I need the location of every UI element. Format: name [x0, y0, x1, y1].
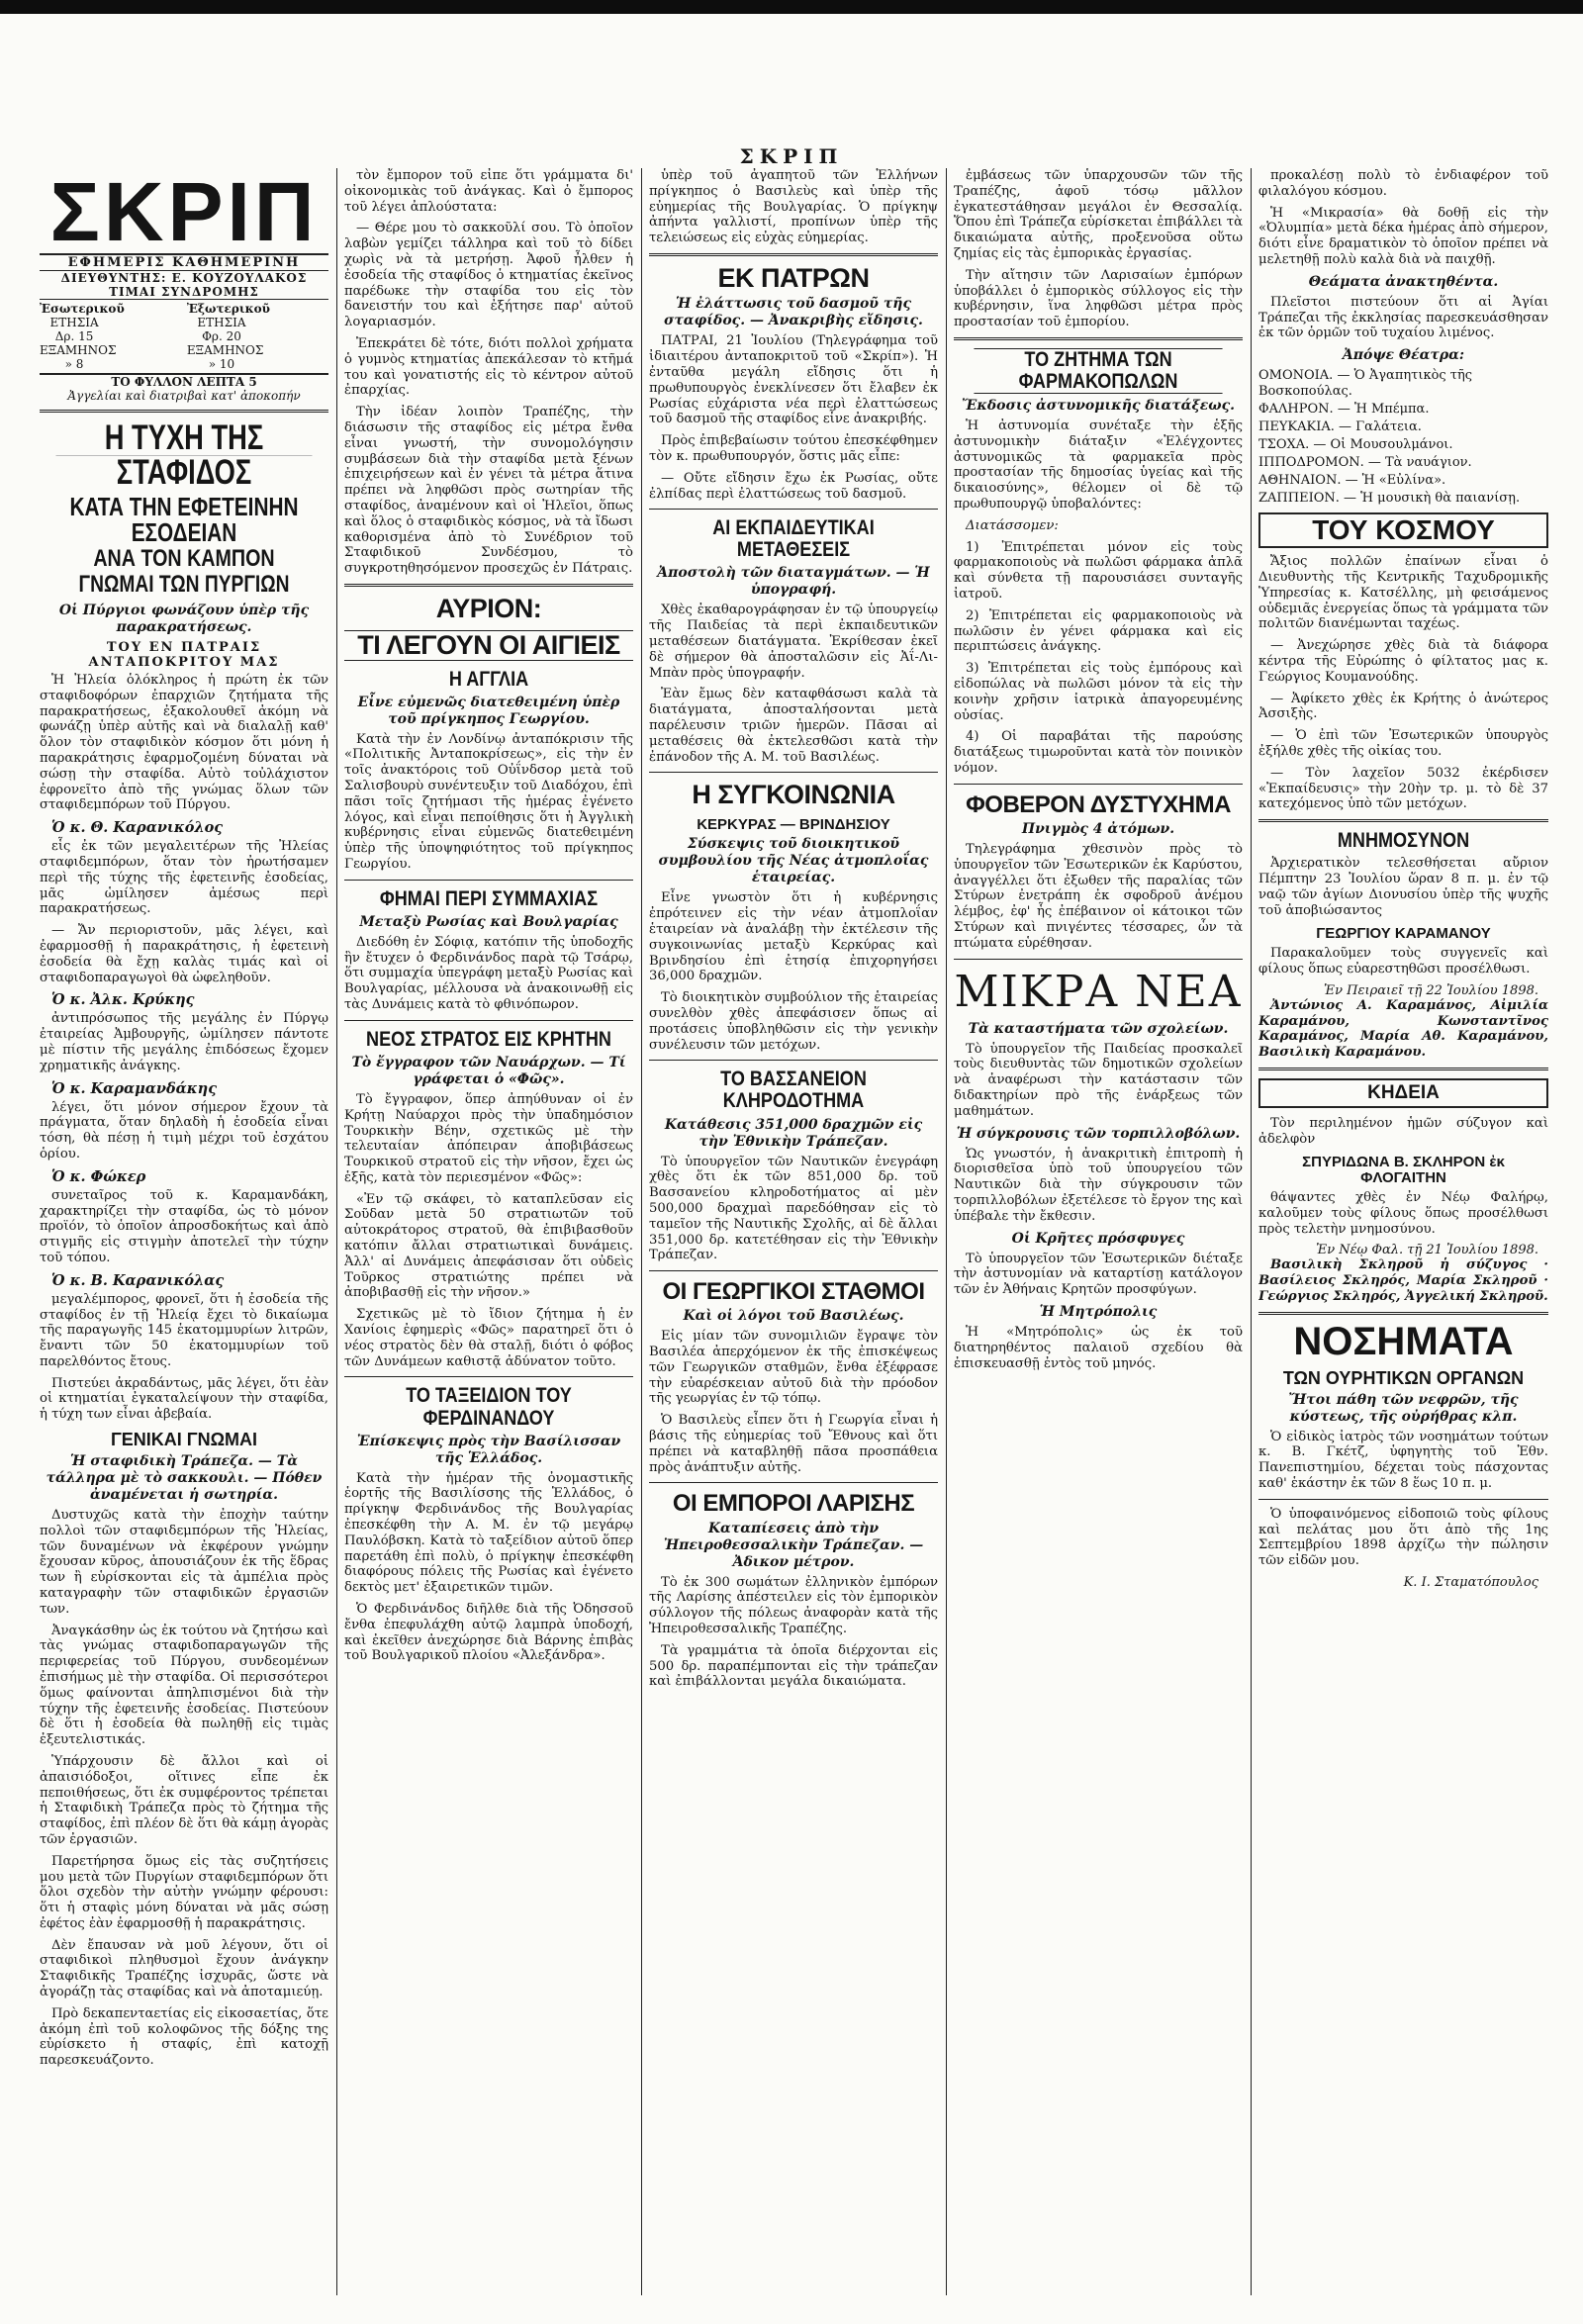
- paragraph: — Ἄν περιοριστοῦν, μᾶς λέγει, καὶ ἐφαρμοσθῇ ἡ παρακράτησις, ἡ ἐφετεινὴ ἐσοδεία θὰ ἔχῃ καλὰς τιμάς καὶ οἱ σταφιδοπαραγωγοὶ θὰ ὠφεληθοῦν.: [40, 923, 328, 985]
- paragraph: λέγει, ὅτι μόνον σήμερον ἔχουν τὰ πράγματα, ὅταν δηλαδὴ ἡ ἐσοδεία εἶναι τόση, θὰ πέσῃ ἡ τιμὴ μέχρι τοῦ ἐσχάτου ὁρίου.: [40, 1099, 328, 1162]
- section-heading: ΦΗΜΑΙ ΠΕΡΙ ΣΥΜΜΑΧΙΑΣ: [379, 886, 599, 910]
- column-rule: [1251, 168, 1252, 2295]
- paragraph: Τὸ ὑπουργεῖον τῶν Ἐσωτερικῶν διέταξε τὴν ἀστυνομίαν νὰ καταρτίσῃ κατάλογον τῶν ἐν Ἀθήναις Κρητῶν προσφύγων.: [954, 1251, 1243, 1298]
- paragraph: — Τὸν λαχεῖον 5032 ἐκέρδισεν «Ἐκπαίδευσις» τὴν 20ὴν τρ. μ. τὸ δὲ 37 κατεχόμενος ὑπὸ τῶν μετόχων.: [1258, 765, 1548, 812]
- paragraph: Ὁ ὑποφαινόμενος εἰδοποιῶ τοὺς φίλους καὶ πελάτας μου ὅτι ἀπὸ τῆς 1ης Σεπτεμβρίου 1898 ἀρχίζω τὴν πώλησιν τῶν εἰδῶν μου.: [1258, 1506, 1548, 1569]
- paragraph: Διεδόθη ἐν Σόφιᾳ, κατόπιν τῆς ὑποδοχῆς ἣν ἔτυχεν ὁ Φερδινάνδος παρὰ τῷ Τσάρῳ, ὅτι συμμαχία ὑπεγράφη μεταξὺ Ρωσίας καὶ Βουλγαρίας, μέλλουσα νὰ ἀνακοινωθῇ εἰς τὰς Δυνάμεις κατὰ τὸ φθινόπωρον.: [344, 934, 633, 1013]
- subscription-prices: [40, 299, 328, 375]
- paragraph: Ὁ Βασιλεὺς εἶπεν ὅτι ἡ Γεωργία εἶναι ἡ βάσις τῆς εὐημερίας τοῦ Ἔθνους καὶ ὅτι πρέπει νὰ καταβληθῇ πᾶσα προσπάθεια πρὸς ἀνάπτυξιν αὐτῆς.: [649, 1413, 938, 1475]
- subheading: Κατάθεσις 351,000 δραχμῶν εἰς τὴν Ἐθνικὴν Τράπεζαν.: [664, 1116, 923, 1150]
- section-heading: ΑΥΡΙΟΝ:: [435, 593, 542, 623]
- paragraph: Ἡ «Μικρασία» θὰ δοθῇ εἰς τὴν «Ὀλυμπία» μετὰ δέκα ἡμέρας ἀπὸ σήμερον, διότι εἶνε δραματικὸν τὸ ὁποῖον πρέπει νὰ μελετηθῇ πολὺ καλὰ διὰ νὰ παιχθῇ.: [1258, 205, 1548, 267]
- column-2: [344, 168, 633, 2295]
- section-heading-society: ΤΟΥ ΚΟΣΜΟΥ: [1258, 512, 1548, 548]
- subheading: Ἀποστολὴ τῶν διαταγμάτων. — Ἡ ὑπογραφή.: [657, 565, 930, 599]
- paragraph: Ἡ Ἠλεία ὁλόκληρος ἡ πρώτη ἐκ τῶν σταφιδοφόρων ἐπαρχιῶν ζητήματα τῆς παρακρατήσεως, ἐξακολουθεῖ ἀκόμη νὰ φωνάζῃ ὑπὲρ αὐτῆς καὶ νὰ διαλαλῇ καθ' ὅλον τὸν σταφιδικὸν κόσμον ὅτι μόνη ἡ παρακράτησις ἐφαρμοζομένη δύναται νὰ σώσῃ τὴν σταφίδα. Αὐτὸ τοὐλάχιστον ἐφρονεῖτο ἀπὸ τῆς γνώμας ὅλων τῶν σταφιδεμπόρων τοῦ Πύργου.: [40, 673, 328, 813]
- section-heading: ΟΙ ΕΜΠΟΡΟΙ ΛΑΡΙΣΗΣ: [672, 1490, 915, 1518]
- list-item: ΑΘΗΝΑΙΟΝ. — Ἡ «Εὐλίνα».: [1258, 473, 1446, 489]
- subheading: Ἡ σύγκρουσις τῶν τορπιλλοβόλων.: [956, 1125, 1241, 1142]
- headline-plain: ΑΝΑ ΤΟΝ ΚΑΜΠΟΝ: [93, 545, 275, 572]
- paragraph: μεγαλέμπορος, φρονεῖ, ὅτι ἡ ἐσοδεία τῆς σταφίδος ἐν τῇ Ἠλείᾳ ἔχει τὸ δικαίωμα τῆς παραγωγῆς 145 ἑκατομμυρίων λιτρῶν, ἔναντι τῶν 50 ἑκατομμυρίων τοῦ παρελθόντος ἔτους.: [40, 1291, 328, 1369]
- person-name: Ὁ κ. Θ. Καρανικόλος: [51, 819, 224, 837]
- paragraph: Χθὲς ἐκαθαρογράφησαν ἐν τῷ ὑπουργείῳ τῆς Παιδείας τὰ περὶ ἐκπαιδευτικῶν μεταθέσεων διατάγματα. Ἐκρίθεσαν ἐκεῖ δὲ σήμερον θὰ ἀποσταλῶσιν εἰς Ἀΐ-Λι-Μπὰν πρὸς ὑπογραφήν.: [649, 603, 938, 681]
- paragraph: Σχετικῶς μὲ τὸ ἴδιον ζήτημα ἡ ἐν Χανίοις ἐφημερὶς «Φῶς» παρατηρεῖ ὅτι ὁ νέος στρατὸς δὲν θὰ σταλῇ, διότι ὁ φόβος τῶν Δυνάμεων καθιστᾷ ἀδύνατον τοῦτο.: [344, 1307, 633, 1369]
- subscription-title: ΤΙΜΑΙ ΣΥΝΔΡΟΜΗΣ: [109, 285, 259, 299]
- paragraph: Τηλεγράφημα χθεσινὸν πρὸς τὸ ὑπουργεῖον τῶν Ἐσωτερικῶν ἐκ Καρύστου, ἀναγγέλλει ὅτι ἐξωθεν τῆς παραλίας τῶν Στύρων ἐνετράπη ἐκ σφοδροῦ ἀνέμου λέμβος, ἐφ' ἧς ἐπέβαινον οἱ κάτοικοι τῶν Στύρων καὶ πνιγέντες τέσσαρες, ὧν τὰ πτώματα εὑρέθησαν.: [954, 841, 1243, 951]
- paragraph: 1) Ἐπιτρέπεται μόνον εἰς τοὺς φαρμακοποιοὺς νὰ πωλῶσι φάρμακα ἁπλᾶ καὶ σύνθετα τῇ παρουσιάσει συνταγῆς ἰατροῦ.: [954, 539, 1243, 603]
- section-heading: ΟΙ ΓΕΩΡΓΙΚΟΙ ΣΤΑΘΜΟΙ: [662, 1278, 925, 1306]
- paragraph: — Ἀφίκετο χθὲς ἐκ Κρήτης ὁ ἀνώτερος Ἀσσιξὴς.: [1258, 691, 1548, 722]
- column-4: [954, 168, 1243, 2295]
- paragraph: Εἶνε γνωστὸν ὅτι ἡ κυβέρνησις ἐπρότεινεν εἰς τὴν νέαν ἀτμοπλοΐαν ἑταιρείαν νὰ ἀναλάβῃ τὴν ἐκτέλεσιν τῆς συγκοινωνίας μεταξὺ Κερκύρας καὶ Βρινδησίου ἐπὶ ἐτησίᾳ ἐπιχορηγήσει 36,000 δραχμῶν.: [649, 890, 938, 984]
- subs-foreign-half: ΕΞΑΜΗΝΟΣ » 10: [186, 343, 264, 371]
- theatre-list: [1258, 368, 1548, 507]
- section-heading: ΚΕΡΚΥΡΑΣ — ΒΡΙΝΔΗΣΙΟΥ: [697, 815, 890, 833]
- paragraph: Πρὸς ἐπιβεβαίωσιν τούτου ἐπεσκέφθημεν τὸν κ. πρωθυπουργόν, ὅστις μᾶς εἶπε:: [649, 433, 938, 464]
- subheading: Ἡ σταφιδικὴ Τράπεζα. — Τὰ τάλληρα μὲ τὸ σακκουλι. — Πόθεν ἀναμένεται ἡ σωτηρία.: [46, 1452, 323, 1503]
- column-3: [649, 168, 938, 2295]
- subheading: Τὰ καταστήματα τῶν σχολείων.: [968, 1020, 1229, 1037]
- section-heading: ΜΝΗΜΟΣΥΝΟΝ: [1337, 829, 1470, 853]
- subheading: Ἤτοι πάθη τῶν νεφρῶν, τῆς κύστεως, τῆς οὐρήθρας κλπ.: [1288, 1391, 1519, 1425]
- person-name: Ὁ κ. Φώκερ: [51, 1167, 146, 1185]
- paragraph: Παρετήρησα ὅμως εἰς τὰς συζητήσεις μου μετὰ τῶν Πυργίων σταφιδεμπόρων ὅτι ὅλοι σχεδὸν τὴν αὐτὴν γνώμην φέρουσι: ὅτι ἡ σταφὶς μόνη δύναται νὰ μᾶς σώσῃ ἐφέτος ἐὰν ἐφαρμοσθῇ ἡ παρακράτησις.: [40, 1853, 328, 1931]
- column-1: [40, 168, 328, 2295]
- list-item: ΟΜΟΝΟΙΑ. — Ὁ Ἀγαπητικὸς τῆς Βοσκοπούλας.: [1258, 368, 1473, 400]
- section-heading: ΕΚ ΠΑΤΡΩΝ: [717, 262, 870, 293]
- relatives: Ἀντώνιος Α. Καραμάνος, Αἰμιλία Καραμάνου, Κωνσταντῖνος Καραμάνος, Μαρία Αθ. Καραμάνου, Βασιλικὴ Καραμάνου.: [1258, 997, 1548, 1061]
- paragraph: ΠΑΤΡΑΙ, 21 Ἰουλίου (Τηλεγράφημα τοῦ ἰδιαιτέρου ἀνταποκριτοῦ τοῦ «Σκρίπ»). Ἡ ἐνταῦθα μεγάλη εἴδησις ὅτι ἡ πρωθυπουργὸς ἐνεκλίνεσεν ὅτι ἔλαβεν ἐκ Ρωσίας εὐχάριστα νέα περὶ ἐλαττώσεως τοῦ δασμοῦ τῆς σταφίδος εἶνε ἀνακριβής.: [649, 333, 938, 427]
- paragraph: Τὸν περιλημένον ἡμῶν σύζυγον καὶ ἀδελφὸν: [1258, 1115, 1548, 1147]
- paragraph: θάψαντες χθὲς ἐν Νέῳ Φαλήρῳ, καλοῦμεν τοὺς φίλους ὅπως προσέλθωσι πρὸς τελετὴν μνημοσύνου.: [1258, 1189, 1548, 1237]
- paragraph: Τὸ διοικητικὸν συμβούλιον τῆς ἑταιρείας συνελθὸν χθὲς ἀπεφάσισεν ὅπως αἱ προτάσεις ὑποβληθῶσιν εἰς τὴν γενικὴν συνέλευσιν τῶν μετόχων.: [649, 990, 938, 1053]
- section-heading: ΚΗΔΕΙΑ: [1258, 1078, 1548, 1108]
- subheading: Ἡ ἐλάττωσις τοῦ δασμοῦ τῆς σταφίδος. — Ἀνακριβὴς εἴδησις.: [664, 296, 923, 329]
- ad-heading: ΝΟΣΗΜΑΤΑ: [1293, 1319, 1514, 1363]
- paragraph: εἷς ἐκ τῶν μεγαλειτέρων τῆς Ἠλείας σταφιδεμπόρων, ὅταν τὸν ἠρωτήσαμεν περὶ τῆς τύχης τῆς ἐφετεινῆς ἐσοδείας, μᾶς ὡμίλησεν ἀμέσως περὶ παρακρατήσεως.: [40, 839, 328, 917]
- section-heading: ΝΕΟΣ ΣΤΡΑΤΟΣ ΕΙΣ ΚΡΗΤΗΝ: [366, 1027, 611, 1051]
- column-rule: [641, 168, 642, 2295]
- masthead-director: ΔΙΕΥΘΥΝΤΗΣ: Ε. ΚΟΥΖΟΥΛΑΚΟΣ: [60, 271, 308, 285]
- person-name: Ὁ κ. Β. Καρανικόλας: [51, 1271, 225, 1289]
- paragraph: Κατὰ τὴν ἡμέραν τῆς ὀνομαστικῆς ἑορτῆς τῆς Βασιλίσσης τῆς Ἑλλάδος, ὁ πρίγκηψ Φερδινάνδος τῆς Βουλγαρίας ἐπεσκέφθη τὴν Α. Μ. ἐν τῷ μεγάρῳ Παυλόβσκη. Κατὰ τὸ ταξείδιον αὐτοῦ ὅπερ παρετάθη ἐπὶ πολὺ, ὁ πρίγκηψ ἐπεσκέφθη διαφόρους πόλεις τῆς Ρωσίας καὶ ἐγένετο δεκτὸς μετ' ἐξαιρετικῶν τιμῶν.: [344, 1470, 633, 1596]
- headline-opinions: ΓΝΩΜΑΙ ΤΩΝ ΠΥΡΓΙΩΝ: [78, 571, 290, 598]
- subheading: Καὶ οἱ λόγοι τοῦ Βασιλέως.: [683, 1308, 904, 1325]
- list-item: ΤΣΟΧΑ. — Οἱ Μουσουλμάνοι.: [1258, 437, 1453, 453]
- paragraph: Διατάσσομεν:: [966, 517, 1059, 533]
- list-item: ΖΑΠΠΕΙΟΝ. — Ἡ μουσικὴ θὰ παιανίσῃ.: [1258, 491, 1521, 507]
- subs-foreign-annual: ΕΤΗΣΙΑ Φρ. 20: [197, 316, 246, 343]
- paragraph: — Θέρε μου τὸ σακκοῦλί σου. Τὸ ὁποῖον λαβὼν γεμίζει τάλληρα καὶ τοῦ τὸ δίδει χωρὶς νὰ τὰ μετρήσῃ. Ἀφοῦ ἦλθεν ἡ ἐσοδεία τῆς σταφίδος ὁ κτηματίας ἐκεῖνος παρέδωκε τὴν σταφίδα του εἰς τὸν δανειστήν του καὶ ἐξήτησε παρ' αὐτοῦ λογαριασμόν.: [344, 221, 633, 330]
- paragraph: — Ὁ ἐπὶ τῶν Ἐσωτερικῶν ὑπουργὸς ἐξήλθε χθὲς τῆς οἰκίας του.: [1258, 728, 1548, 759]
- paragraph: Κατὰ τὴν ἐν Λονδίνῳ ἀνταπόκρισιν τῆς «Πολιτικῆς Ἀνταποκρίσεως», εἰς τὴν ἐν τοῖς ἀνακτόροις τοῦ Οὐΐνδσορ μετὰ τοῦ Σαλισβουρὺ συνέντευξιν τοῦ Διαδόχου, ἐπὶ πᾶσι τοῖς ζητήμασι τῆς ἡμέρας ἐγένετο λόγος, καὶ εἶναι πεποίθησις ὅτι ἡ Ἀγγλικὴ κυβέρνησις εἶναι εὐμενῶς διατεθειμένη ὑπὲρ τῆς ὑποψηφιότητος τοῦ πρίγκηπος Γεωργίου.: [344, 731, 633, 873]
- subheading: Ἡ Μητρόπολις: [1039, 1303, 1158, 1320]
- correspondent-line: ΤΟΥ ΕΝ ΠΑΤΡΑΙΣ ΑΝΤΑΠΟΚΡΙΤΟΥ ΜΑΣ: [88, 640, 280, 670]
- subs-domestic-half: ΕΞΑΜΗΝΟΣ » 8: [40, 343, 117, 371]
- deceased-name: ΣΠΥΡΙΔΩΝΑ Β. ΣΚΛΗΡΟΝ ἐκ ΦΛΟΓΑΙΤΗΝ: [1302, 1154, 1505, 1187]
- notice-date: Ἐν Νέῳ Φαλ. τῇ 21 Ἰουλίου 1898.: [1316, 1243, 1538, 1258]
- section-heading: Η ΑΓΓΛΙΑ: [448, 667, 529, 691]
- paragraph: 2) Ἐπιτρέπεται εἰς φαρμακοποιοὺς νὰ πωλῶσιν ἐν γένει φάρμακα καὶ εἰς περιπτώσεις ἀνάγκης.: [954, 607, 1243, 655]
- paragraph: — Ἀνεχώρησε χθὲς διὰ τὰ διάφορα κέντρα τῆς Εὐρώπης ὁ φίλτατος μας κ. Γεώργιος Κουμανούδης.: [1258, 638, 1548, 685]
- paragraph: Ὁ εἰδικὸς ἰατρὸς τῶν νοσημάτων τούτων κ. Β. Γκέτζ, ὑφηγητὴς τοῦ Ἐθν. Πανεπιστημίου, δέχεται τοὺς πάσχοντας καθ' ἑκάστην ἐκ τῶν 8 ἕως 10 π. μ.: [1258, 1429, 1548, 1492]
- section-heading: Η ΣΥΓΚΟΙΝΩΝΙΑ: [692, 780, 895, 810]
- paragraph: Τὸ ὑπουργεῖον τῶν Ναυτικῶν ἐνεγράφη χθὲς ὅτι ἐκ τῶν 851,000 δρ. τοῦ Βασσανείου κληροδοτήματος αἱ μὲν 500,000 δραχμαὶ παρεδόθησαν εἰς τὸ ταμεῖον τῆς Ναυτικῆς Σχολῆς, αἱ δὲ ἄλλαι 351,000 δρ. κατετέθησαν εἰς τὴν Ἐθνικὴν Τράπεζαν.: [649, 1154, 938, 1263]
- person-name: Ὁ κ. Ἀλκ. Κρύκης: [51, 991, 195, 1009]
- paragraph: Δυστυχῶς κατὰ τὴν ἐποχὴν ταύτην πολλοὶ τῶν σταφιδεμπόρων τῆς Ἠλείας, τῶν δυναμένων νὰ ἐκφέρουν γνώμην ἔχουσαν κῦρος, ἀπουσιάζουν ἐκ τῆς ἕδρας των ἢ εὑρίσκονται εἰς τὰ ἀμπέλια πρὸς καταγραφὴν τῶν σταφιδικῶν ἐργασιῶν των.: [40, 1507, 328, 1617]
- paragraph: 4) Οἱ παραβάται τῆς παρούσης διατάξεως τιμωροῦνται κατὰ τὸν ποινικὸν νόμον.: [954, 729, 1243, 776]
- paragraph: Εἰς μίαν τῶν συνομιλιῶν ἔγραψε τὸν Βασιλέα ἀπερχόμενον ἐκ τῆς ἐπισκέψεως τῶν Γεωργικῶν σταθμῶν, ἔνθα ἐξέφρασε τὴν εὐαρέσκειαν αὐτοῦ διὰ τὴν πρόοδον τῆς γεωργίας ἐν τῷ τόπῳ.: [649, 1329, 938, 1407]
- notice-date: Ἐν Πειραιεῖ τῇ 22 Ἰουλίου 1898.: [1324, 982, 1538, 998]
- paragraph: Ἡ ἀστυνομία συνέταξε τὴν ἑξῆς ἀστυνομικὴν διάταξιν «Ἐλέγχοντες ἀστυνομικῶς τὰ φαρμακεῖα πρὸς προστασίαν τῆς δημοσίας ὑγείας καὶ τῆς δικαιοσύνης», θέλομεν οἱ δὲ τῷ πρωθυπουργῷ ὑποβαλόντες:: [954, 418, 1243, 512]
- paragraph: Ὡς γνωστόν, ἡ ἀνακριτικὴ ἐπιτροπὴ ἡ διορισθεῖσα ὑπὸ τοῦ ὑπουργείου τῶν Ναυτικῶν διὰ τὴν σύγκρουσιν τῶν τορπιλλοβόλων ἐξετέλεσε τὸ ἔργον της καὶ ὑπέβαλε τὴν ἔκθεσιν.: [954, 1146, 1243, 1224]
- paragraph: Ὑπάρχουσιν δὲ ἄλλοι καὶ οἱ ἀπαισιόδοξοι, οἵτινες εἶπε ἐκ πεποιθήσεως, ὅτι ἐκ συμφέροντος τρέπεται ἡ Σταφιδικὴ Τράπεζα πρὸς τὸ ζήτημα τῆς σταφίδος, ἐπὶ πλέον δὲ ὅτι θὰ κάμῃ ἀγορὰς τῶν ἐργασιῶν.: [40, 1753, 328, 1847]
- newspaper-page: [40, 168, 1548, 2295]
- subheading: Σύσκεψις τοῦ διοικητικοῦ συμβουλίου τῆς Νέας ἀτμοπλοΐας ἑταιρείας.: [658, 836, 929, 886]
- paragraph: Τὰ γραμμάτια τὰ ὁποῖα διέρχονται εἰς 500 δρ. παραπέμπονται εἰς τὴν τράπεζαν καὶ ἐπιβάλλονται μεγάλα δικαιώματα.: [649, 1642, 938, 1690]
- paragraph: Τὴν αἴτησιν τῶν Λαρισαίων ἐμπόρων ὑποβάλλει ὁ ἐμπορικὸς σύλλογος εἰς τὴν κυβέρνησιν, ἵνα ληφθῶσι μέτρα πρὸς προστασίαν τοῦ ἐμπορίου.: [954, 267, 1243, 330]
- subheading: Τὸ ἔγγραφον τῶν Ναυάρχων. — Τί γράφεται ὁ «Φῶς».: [351, 1054, 626, 1087]
- paragraph: Πλεῖστοι πιστεύουν ὅτι αἱ Ἁγίαι Τράπεζαι τῆς ἐκκλησίας παρεσκευάσθησαν ἐκ τῶν ὁρμῶν τοῦ τυχαίου λιμένος.: [1258, 294, 1548, 341]
- paragraph: Ἐὰν ἔμως δὲν καταφθάσωσι καλὰ τὰ διατάγματα, ἀποσταλήσονται μετὰ παρέλευσιν τριῶν ἡμερῶν. Πᾶσαι αἱ μεταθέσεις θὰ ἐκτελεσθῶσι κατὰ τὴν ἐπάνοδον τῆς Α. Μ. τοῦ Βασιλέως.: [649, 687, 938, 765]
- subheading: Θεάματα ἀνακτηθέντα.: [1308, 273, 1499, 290]
- paragraph: Ἄξιος πολλῶν ἐπαίνων εἶναι ὁ Διευθυντὴς τῆς Κεντρικῆς Ταχυδρομικῆς Ὑπηρεσίας κ. Κατσέλλης, μὴ φεισάμενος οὐδεμιᾶς ἐνεργείας ὅπως τὰ γράμματα τῶν πολιτῶν διανέμωνται ταχέως.: [1258, 554, 1548, 632]
- paragraph: ὑπὲρ τοῦ ἀγαπητοῦ τῶν Ἑλλήνων πρίγκηπος ὁ Βασιλεὺς καὶ ὑπὲρ τῆς εὐημερίας τῆς Βουλγαρίας. Ὁ πρίγκηψ ἀπήντα γαλλιστί, προπίνων ὑπὲρ τῆς τελειώσεως εἰς εὐχὰς εὐημερίας.: [649, 168, 938, 246]
- subheading: Οἱ Πύργιοι φωνάζουν ὑπὲρ τῆς παρακρατήσεως.: [58, 603, 310, 635]
- signature: Κ. Ι. Σταματόπουλος: [1403, 1575, 1538, 1591]
- subheading: Μεταξὺ Ρωσίας καὶ Βουλγαρίας: [359, 913, 618, 930]
- paragraph: Πρὸ δεκαπενταετίας εἰς εἰκοσαετίας, ὅτε ἀκόμη ἐπὶ τοῦ κολοφῶνος τῆς δόξης της εὑρίσκετο ἡ σταφίς, ἐπὶ κατοχῇ παρεσκευάζοντο.: [40, 2005, 328, 2069]
- paragraph: συνεταῖρος τοῦ κ. Καραμανδάκη, χαρακτηρίζει τὴν σταφίδα, ὡς τὸ μόνον προϊόν, τὸ ὁποῖον ἀπροσδοκήτως καὶ ἀπὸ στιγμῆς εἰς στιγμὴν ἀποτελεῖ τὴν τύχην τοῦ τόπου.: [40, 1187, 328, 1265]
- list-item: ΦΑΛΗΡΟΝ. — Ἡ Μπέμπα.: [1258, 402, 1430, 418]
- paragraph: Ἡ «Μητρόπολις» ὡς ἐκ τοῦ διατηρηθέντος παλαιοῦ σχεδίου θὰ ἐπισκευασθῇ ἐντὸς τοῦ μηνός.: [954, 1324, 1243, 1371]
- subheading: Ἀπόψε Θέατρα:: [1342, 347, 1465, 364]
- headline-harvest: ΚΑΤΑ ΤΗΝ ΕΦΕΤΕΙΝΗΝ ΕΣΟΔΕΙΑΝ: [69, 492, 299, 547]
- subs-domestic-annual: ΕΤΗΣΙΑ Δρ. 15: [49, 316, 99, 343]
- paragraph: Δὲν ἔπαυσαν νὰ μοῦ λέγουν, ὅτι οἱ σταφιδικοὶ πληθυσμοὶ ἔχουν ἀνάγκην Σταφιδικῆς Τραπέζης ἰσχυρᾶς, ὥστε νὰ ἀγοράζῃ τὰς σταφίδας καὶ νὰ ἀποταμιεύῃ.: [40, 1937, 328, 2000]
- deceased-name: ΓΕΩΡΓΙΟΥ ΚΑΡΑΜΑΝΟΥ: [1316, 925, 1491, 943]
- paragraph: Ἐπεκράτει δὲ τότε, διότι πολλοὶ χρήματα ὁ γυμνὸς κτηματίας ἀπεκάλεσαν τὸ κτῆμά του καὶ γονατιστής εἰς τὸ κέντρον αὐτοῦ ἐπαρχίας.: [344, 335, 633, 399]
- subheading: Καταπίεσεις ἀπὸ τὴν Ἠπειροθεσσαλικὴν Τράπεζαν. — Ἀδικον μέτρον.: [663, 1520, 924, 1570]
- subheading: Ἐπίσκεψις πρὸς τὴν Βασίλισσαν τῆς Ἑλλάδος.: [356, 1433, 621, 1466]
- masthead: [40, 168, 328, 413]
- section-heading: ΓΕΝΙΚΑΙ ΓΝΩΜΑΙ: [110, 1430, 258, 1450]
- masthead-subtitle: ΕΦΗΜΕΡΙΣ ΚΑΘΗΜΕΡΙΝΗ: [40, 253, 328, 271]
- subheading: Εἶνε εὐμενῶς διατεθειμένη ὑπὲρ τοῦ πρίγκηπος Γεωργίου.: [357, 694, 620, 727]
- subheading: Ἔκδοσις ἀστυνομικῆς διατάξεως.: [962, 398, 1235, 415]
- paragraph: Τὸ ἔγγραφον, ὅπερ ἀπηύθυναν οἱ ἐν Κρήτῃ Ναύαρχοι πρὸς τὴν ὑπαδημόσιον Τουρκικὴν Βέην, σχετικῶς μὲ τὴν τελευταίαν ἀπόπειραν ἀποβιβάσεως Τουρκικοῦ στρατοῦ εἰς τὴν νῆσον, ἔχει ὡς ἑξῆς, κατὰ τὸν περιεσμένον «Φῶς»:: [344, 1091, 633, 1185]
- section-heading: ΑΙ ΕΚΠΑΙΔΕΥΤΙΚΑΙ ΜΕΤΑΘΕΣΕΙΣ: [712, 516, 875, 562]
- ad-subheading: ΤΩΝ ΟΥΡΗΤΙΚΩΝ ΟΡΓΑΝΩΝ: [1282, 1367, 1525, 1388]
- paragraph: τὸν ἔμπορον τοῦ εἶπε ὅτι γράμματα δι' οἰκονομικὰς τοῦ ἀνάγκας. Καὶ ὁ ἔμπορος τοῦ λέγει ἀπλούστατα:: [344, 168, 633, 215]
- paragraph: 3) Ἐπιτρέπεται εἰς τοὺς ἐμπόρους καὶ εἰδοπώλας νὰ πωλῶσι μόνον τὰ εἰς τὴν κοινὴν χρῆσιν ἰατρικὰ ἀπαγορευμένης οὐσίας.: [954, 661, 1243, 723]
- running-head: ΣΚΡΙΠ: [739, 144, 844, 168]
- subheading: Οἱ Κρῆτες πρόσφυγες: [1011, 1230, 1185, 1247]
- paragraph: προκαλέσῃ πολὺ τὸ ἐνδιαφέρον τοῦ φιλαλόγου κόσμου.: [1258, 168, 1548, 199]
- section-heading-mikra: ΜΙΚΡΑ ΝΕΑ: [954, 966, 1243, 1017]
- paragraph: ἀντιπρόσωπος τῆς μεγάλης ἐν Πύργῳ ἐταιρείας Ἀμβουργῆς, ὡμίλησεν πάντοτε μὲ πίστιν τῆς μεγάλης ἐπιδόσεως ἔχομεν χρηματικῆς ἀνάγκης.: [40, 1011, 328, 1073]
- paragraph: — Οὔτε εἴδησιν ἔχω ἐκ Ρωσίας, οὔτε ἐλπίδας περὶ ἐλαττώσεως τοῦ δασμοῦ.: [649, 470, 938, 502]
- paragraph: Ὁ Φερδινάνδος διῆλθε διὰ τῆς Ὀδησσοῦ ἔνθα ἐπεφυλάχθη αὐτῷ λαμπρὰ ὑποδοχή, καὶ ἐκεῖθεν ἀνεχώρησε διὰ Βάρνης ἐπιβὰς τοῦ Βουλγαρικοῦ πλοίου «Ἀλεξάνδρα».: [344, 1601, 633, 1664]
- person-name: Ὁ κ. Καραμανδάκης: [51, 1079, 218, 1097]
- headline-raisin: Η ΤΥΧΗ ΤΗΣ ΣΤΑΦΙΔΟΣ: [56, 420, 313, 490]
- paragraph: Πιστεύει ἀκραδάντως, μᾶς λέγει, ὅτι ἐὰν οἱ κτηματίαι ἐγκαταλείψουν τὴν σταφίδα, ἡ τύχη των εἶναι ἀβεβαία.: [40, 1375, 328, 1423]
- list-item: ΠΕΥΚΑΚΙΑ. — Γαλάτεια.: [1258, 419, 1422, 435]
- paragraph: Τὸ ὑπουργεῖον τῆς Παιδείας προσκαλεῖ τοὺς διευθυντὰς τῶν δημοτικῶν σχολείων νὰ ἀναφέρωσι τὴν κατάστασιν τῶν διδακτηρίων πρὸ τῆς ἐνάρξεως τῶν μαθημάτων.: [954, 1041, 1243, 1119]
- masthead-title: ΣΚΡΙΠ: [49, 168, 319, 258]
- paragraph: ἐμβάσεως τῶν ὑπαρχουσῶν τῶν τῆς Τραπέζης, ἀφοῦ τόσῳ μᾶλλον ἐγκατεστάθησαν μεγάλοι ἐν Θεσσαλίᾳ. Ὅπου ἐπὶ Τράπεζα εὑρίσκεται ἐπιβάλλει τὰ δικαιώματα αὐτῆς, προξενοῦσα οὕτω ζημίας εἰς τὰς ἐμπορικὰς ἐργασίας.: [954, 168, 1243, 261]
- column-rule: [336, 168, 337, 2295]
- paragraph: «Ἐν τῷ σκάφει, τὸ καταπλεῦσαν εἰς Σοῦδαν μετὰ 50 στρατιωτῶν τοῦ αὐτοκράτορος στρατοῦ, θὰ ἐπιβιβασθοῦν κατόπιν ἄλλαι στρατιωτικαὶ δυνάμεις. Ἀλλ' αἱ Δυνάμεις ἀπεφάσισαν ὅτι οὐδεὶς Τοῦρκος στρατιώτης πρέπει νὰ ἀποβιβασθῇ εἰς τὴν νῆσον.»: [344, 1191, 633, 1301]
- paragraph: Τὴν ἰδέαν λοιπὸν Τραπέζης, τὴν διάσωσιν τῆς σταφίδος εἰς μέτρα ἔνθα εἶναι γνωστή, τὴν συνομολόγησιν συμβάσεων διὰ τὴν σταφίδα μετὰ ξένων ἐπιχειρήσεων καὶ ἐν γένει τὰ μέτρα ἅτινα πρέπει νὰ ληφθῶσι πρὸς σωτηρίαν τῆς σταφίδος, ἀναμένουν καὶ οἱ Ἠλεῖοι, ὅπως καὶ ὅλος ὁ σταφιδικὸς κόσμος, νὰ τὰ ἴδωσι καθορισμένα ἀπὸ τὸ Συνέδριον τοῦ Σταφιδικοῦ Συνδέσμου, τὸ συγκροτηθησόμενον προσεχῶς ἐν Πάτραις.: [344, 405, 633, 577]
- subs-foreign-head: Ἐξωτερικοῦ: [186, 302, 270, 316]
- paragraph: Τὸ ἐκ 300 σωμάτων ἐλληνικὸν ἐμπόρων τῆς Λαρίσης ἀπέστειλεν εἰς τὸν ἐμπορικὸν σύλλογον τῆς πόλεως ἀναφορὰν κατὰ τῆς Ἠπειροθεσσαλικῆς Τραπέζης.: [649, 1574, 938, 1637]
- subs-domestic-head: Ἐσωτερικοῦ: [40, 302, 125, 316]
- scan-border: [0, 0, 1583, 14]
- column-5: [1258, 168, 1548, 2295]
- section-heading: ΤΟ ΒΑΣΣΑΝΕΙΟΝ ΚΛΗΡΟΔΟΤΗΜΑ: [720, 1068, 867, 1113]
- ads-notice: Ἀγγελίαι καὶ διατριβαὶ κατ' ἀποκοπήν: [67, 389, 301, 403]
- subheading: Πνιγμὸς 4 ἀτόμων.: [1021, 820, 1175, 837]
- section-heading: ΤΙ ΛΕΓΟΥΝ ΟΙ ΑΙΓΙΕΙΣ: [344, 630, 633, 660]
- paragraph: Ἀναγκάσθην ὡς ἐκ τούτου νὰ ζητήσω καὶ τὰς γνώμας σταφιδοπαραγωγῶν τῆς περιφερείας τοῦ Πύργου, συνδεομένων ἐπισήμως μὲ τὴν σταφίδα. Οἱ περισσότεροι ὅμως φαίνονται ἀπηλπισμένοι διὰ τὴν τύχην τῆς ἐφετεινῆς ἐσοδείας. Πιστεύουν δὲ ὅτι ἡ ἐσοδεία θὰ πωληθῇ εἰς τιμὰς ἐξευτελιστικάς.: [40, 1623, 328, 1748]
- column-rule: [946, 168, 947, 2295]
- issue-price: ΤΟ ΦΥΛΛΟΝ ΛΕΠΤΑ 5: [111, 375, 257, 389]
- list-item: ΙΠΠΟΔΡΟΜΟΝ. — Τὰ ναυάγιον.: [1258, 455, 1472, 471]
- paragraph: Ἀρχιερατικὸν τελεσθήσεται αὔριον Πέμπτην 23 Ἰουλίου ὥραν 8 π. μ. ἐν τῷ ναῷ τῶν ἁγίων Διονυσίου ὑπὲρ τῆς ψυχῆς τοῦ ἀποβιώσαντος: [1258, 856, 1548, 918]
- paragraph: Παρακαλοῦμεν τοὺς συγγενεῖς καὶ φίλους ὅπως εὐαρεστηθῶσι προσέλθωσι.: [1258, 946, 1548, 976]
- relatives: Βασιλικὴ Σκληροῦ ἡ σύζυγος · Βασίλειος Σκληρός, Μαρία Σκληροῦ · Γεώργιος Σκληρός, Ἀγγελική Σκληροῦ.: [1258, 1257, 1548, 1304]
- section-heading: ΦΟΒΕΡΟΝ ΔΥΣΤΥΧΗΜΑ: [966, 790, 1231, 818]
- section-heading: ΤΟ ΖΗΤΗΜΑ ΤΩΝ ΦΑΡΜΑΚΟΠΩΛΩΝ: [974, 348, 1222, 394]
- section-heading: ΤΟ ΤΑΞΕΙΔΙΟΝ ΤΟΥ ΦΕΡΔΙΝΑΝΔΟΥ: [406, 1384, 572, 1430]
